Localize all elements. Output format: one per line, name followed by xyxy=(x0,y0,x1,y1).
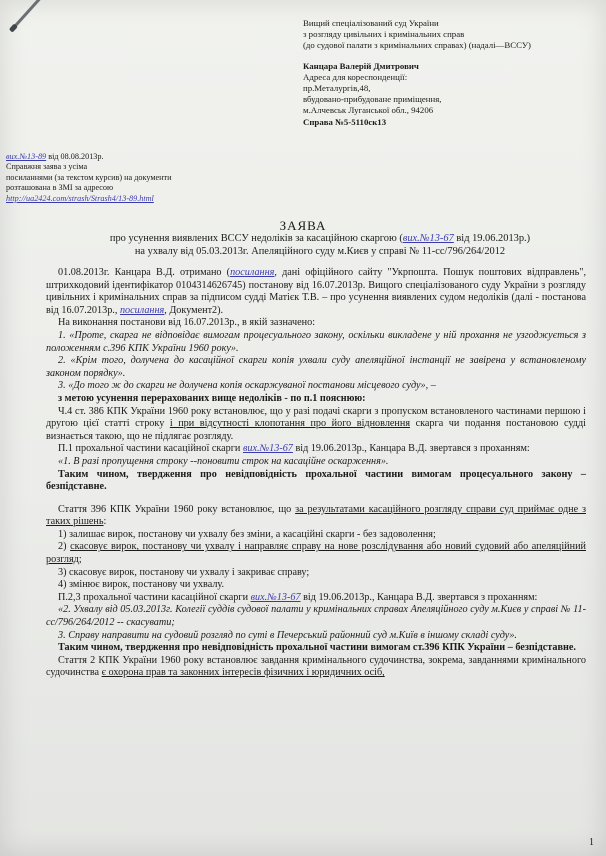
heading-explanation: з метою усунення перерахованих вище недоліків - по п.1 пояснюю: xyxy=(58,392,366,404)
quote-4: «1. В разі пропущення строку --поновити строк на касаційне оскарження». xyxy=(58,455,389,467)
address-line-2: вбудовано-прибудоване приміщення, xyxy=(303,94,442,105)
paragraph-6: П.2,3 прохальної частини касаційної скарги вих.№13-67 від 19.06.2013р., Канцара В.Д. звертався з проханням: xyxy=(58,591,538,603)
address-line-3: м.Алчевськ Луганської обл., 94206 xyxy=(303,105,434,116)
pen-mark-decoration xyxy=(11,0,43,31)
reference-date: від 08.08.2013р. xyxy=(46,152,104,161)
reference-note xyxy=(6,152,246,204)
conclusion-2: Таким чином, твердження про невідповідність прохальної частини вимогам ст.396 КПК України – безпідставне. xyxy=(58,642,576,654)
sender-name: Канцара Валерій Дмитрович xyxy=(303,60,419,71)
paragraph-2: На виконання постанови від 16.07.2013р., в якій зазначено: xyxy=(58,317,316,329)
address-line-1: пр.Металургів,48, xyxy=(303,83,371,94)
court-line-3: (до судової палати з кримінальних справах) (надалі—ВССУ) xyxy=(303,40,531,51)
paragraph-7: Стаття 2 КПК України 1960 року встановлює завдання кримінального судочинства, зокрема, завданнями кримінального судочинства є охорона прав та законних інтересів фізичних і юридичних осіб, xyxy=(46,654,586,679)
conclusion-1: Таким чином, твердження про невідповідність прохальної частини вимогам процесуального закону – безпідставне. xyxy=(46,468,586,493)
addressee-block xyxy=(303,18,593,128)
court-line-2: з розгляду цивільних і кримінальних справ xyxy=(303,29,465,40)
subtitle-text-2: від 19.06.2013р.) xyxy=(453,233,531,244)
court-line-1: Вищий спеціалізований суд України xyxy=(303,18,439,28)
list-item-2: 2) скасовує вирок, постанову чи ухвалу і направляє справу на нове розслідування або новий судовий або апеляційний розгляд; xyxy=(46,541,586,566)
quote-2: 2. «Крім того, долучена до касаційної скарги копія ухвали суду апеляційної інстанції не завірена у встановленому законом порядку». xyxy=(46,355,586,379)
document-subtitle xyxy=(60,232,580,258)
paragraph-4: П.1 прохальної частини касаційної скарги вих.№13-67 від 19.06.2013р., Канцара В.Д. звертався з проханням: xyxy=(58,443,530,455)
list-item-4: 4) змінює вирок, постанову чи ухвалу. xyxy=(58,579,225,591)
list-item-1: 1) залишає вирок, постанову чи ухвалу без зміни, а касаційні скарги - без задоволення; xyxy=(58,528,436,540)
list-item-3: 3) скасовує вирок, постанову чи ухвалу і закриває справу; xyxy=(58,566,310,578)
subtitle-link[interactable]: вих.№13-67 xyxy=(402,233,454,244)
link-posylannia-2[interactable]: посилання xyxy=(119,304,165,316)
subtitle-text-1: про усунення виявлених ВССУ недоліків за касаційною скаргою ( xyxy=(109,233,403,244)
link-posylannia-1[interactable]: посилання xyxy=(230,267,275,278)
subtitle-line-2: на ухвалу від 05.03.2013г. Апеляційного суду м.Києв у справі № 11-сс/796/264/2012 xyxy=(134,246,506,257)
document-body xyxy=(46,267,586,680)
note-line-1: Справжня заява з усіма xyxy=(6,162,88,172)
quote-3: 3. «До того ж до скарги не долучена копія оскаржуваної постанови місцевого суду», – xyxy=(58,380,436,392)
paragraph-3: Ч.4 ст. 386 КПК України 1960 року встановлює, що у разі подачі скарги з пропуском встановленого частинами першою і другою цієї статті строку і при відсутності клопотання про його відновлення скарга чи подання постановою судді визнається такою, що не підлягає розгляду. xyxy=(46,405,586,442)
quote-5: «2. Ухвалу від 05.03.2013г. Колегії суддів судової палати у кримінальних справах Апеляційного суду м.Києв у справі № 11-сс/796/264/2012 -- скасувати; xyxy=(46,604,586,629)
underlined-phrase-3: скасовує вирок, постанову чи ухвалу і направляє справу на нове розслідування або новий судовий або апеляційний розгляд xyxy=(46,541,586,566)
quote-6: 3. Справу направити на судовий розгляд по суті в Печерський районний суд м.Київ в іншому складі суду». xyxy=(58,629,517,641)
address-label: Адреса для кореспонденції: xyxy=(303,71,408,82)
paragraph-5: Стаття 396 КПК України 1960 року встановлює, що за результатами касаційного розгляду справи суд приймає одне з таких рішень: xyxy=(46,503,586,528)
underlined-phrase-2: за результатами касаційного розгляду справи суд приймає одне з таких рішень xyxy=(46,503,586,528)
reference-link[interactable]: вих.№13-89 xyxy=(6,152,47,161)
note-url-link[interactable]: http://ua2424.com/strash/Strash4/13-89.html xyxy=(6,193,154,203)
document-title: ЗАЯВА xyxy=(279,218,327,233)
underlined-phrase-4: є охорона прав та законних інтересів фізичних і юридичних осіб, xyxy=(101,667,385,679)
underlined-phrase-1: і при відсутності клопотання про його відновлення xyxy=(169,418,411,430)
link-vykh-13-67-a[interactable]: вих.№13-67 xyxy=(242,443,293,455)
paragraph-1: 01.08.2013г. Канцара В.Д. отримано (посилання, дані офіційного сайту "Укрпошта. Пошук поштових відправлень", штрихкодовий ідентифікатор 0104314626745) постанову від 16.07.2013р. Вищого спеціалізованого суду України з розгляду цивільних і кримінальних справ за підписом судді Матієк Т.В. – про усунення виявлених судом недоліків (далі - постанова від 16.07.2013р., посилання, Документ2). xyxy=(46,267,586,316)
page-number: 1 xyxy=(589,837,594,848)
note-line-2: посиланнями (за текстом курсив) на документи xyxy=(6,172,172,182)
quote-1: 1. «Проте, скарга не відповідає вимогам процесуального закону, оскільки викладене у ній прохання не узгоджується з положенням с.396 КПК України 1960 року». xyxy=(46,329,586,354)
link-vykh-13-67-b[interactable]: вих.№13-67 xyxy=(250,591,301,603)
case-number: Справа №5-5110ск13 xyxy=(303,116,387,127)
note-line-3: розташована в ЗМІ за адресою xyxy=(6,183,114,193)
